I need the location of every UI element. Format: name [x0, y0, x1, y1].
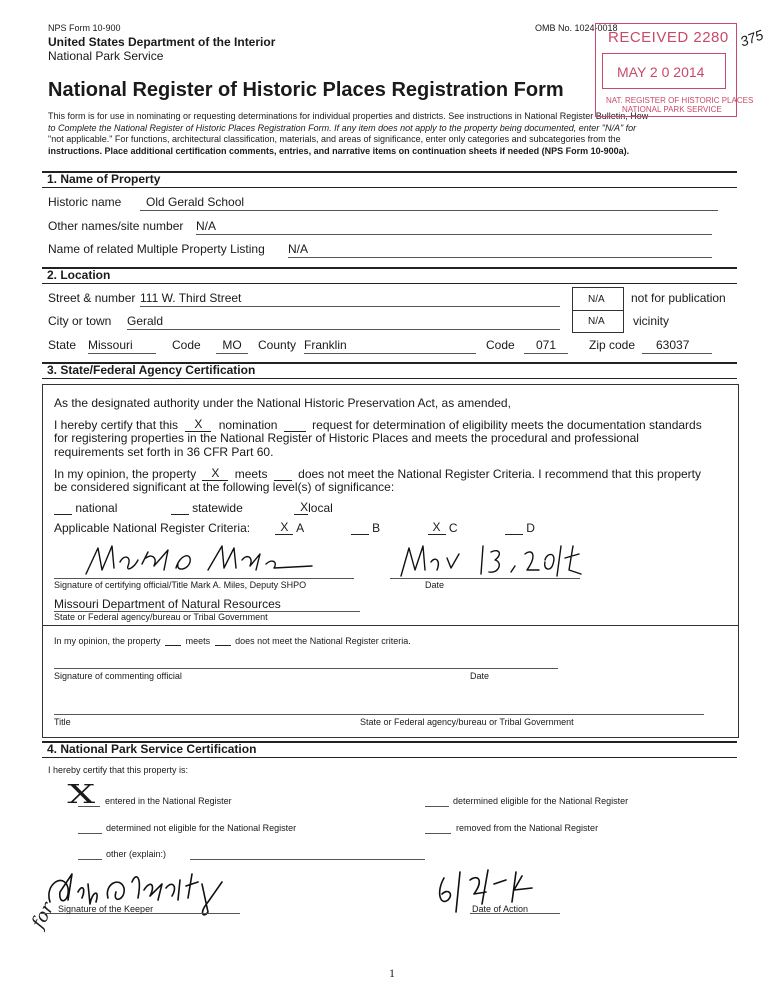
omb-number: OMB No. 1024-0018 — [535, 23, 618, 33]
local-label: local — [308, 501, 333, 515]
criteria-c-checkbox[interactable]: X — [428, 520, 446, 535]
historic-name-field[interactable]: Old Gerald School — [140, 195, 718, 211]
for-prefix: for — [27, 899, 59, 932]
form-number: NPS Form 10-900 — [48, 23, 121, 33]
instructions-line: to Complete the National Register of Historic Places Registration Form. If any item does not apply to the property being documented, enter "N/A" for — [48, 122, 637, 133]
nps-certify-text: I hereby certify that this property is: — [48, 765, 189, 775]
not-for-publication-label: not for publication — [631, 291, 726, 305]
national-checkbox[interactable] — [54, 514, 72, 515]
agency-name-field[interactable]: Missouri Department of Natural Resources — [54, 597, 281, 611]
keeper-caption: Signature of the Keeper — [58, 904, 154, 914]
state-code-field[interactable]: MO — [216, 338, 248, 354]
section-3-header — [42, 362, 737, 378]
local-checkbox[interactable]: X — [294, 500, 308, 515]
det-eligible-checkbox[interactable] — [425, 806, 449, 807]
comment-meets-checkbox[interactable] — [165, 645, 181, 646]
city-na-box[interactable] — [572, 310, 624, 333]
city-label: City or town — [48, 314, 112, 328]
request-label: request for determination of eligibility meets the documentation standards — [312, 418, 702, 432]
criteria-label: Applicable National Register Criteria: — [54, 521, 251, 535]
statewide-label: statewide — [192, 501, 243, 515]
street-label: Street & number — [48, 291, 136, 305]
stamp-date: MAY 2 0 2014 — [617, 64, 705, 80]
criteria-a-label: A — [296, 521, 304, 535]
entered-label: entered in the National Register — [105, 796, 232, 806]
comment-signature-line — [54, 668, 558, 669]
other-names-label: Other names/site number — [48, 219, 184, 233]
stamp-line-1: NAT. REGISTER OF HISTORIC PLACES — [606, 96, 754, 105]
shpo-date-line — [390, 578, 580, 579]
entered-checkbox[interactable]: X — [67, 780, 96, 810]
instructions-line: This form is for use in nominating or requesting determinations for individual properties and districts. See instructions in National Register Bulletin, How — [48, 111, 649, 121]
county-label: County — [258, 338, 297, 352]
county-code-field[interactable]: 071 — [524, 338, 568, 354]
vicinity-label: vicinity — [633, 314, 670, 328]
comment-sig-caption: Signature of commenting official — [54, 671, 182, 681]
department-name: United States Department of the Interior — [48, 35, 276, 49]
section-4-header — [42, 741, 737, 757]
action-date-caption: Date of Action — [472, 904, 529, 914]
not-meets-label: does not meet the National Register Criteria. I recommend that this property — [298, 467, 701, 481]
instructions — [48, 111, 736, 157]
city-na: N/A — [588, 316, 605, 327]
section-1-title: 1. Name of Property — [47, 172, 161, 186]
historic-name-label: Historic name — [48, 195, 122, 209]
section-3-title: 3. State/Federal Agency Certification — [47, 363, 256, 377]
page-title: National Register of Historic Places Registration Form — [48, 79, 564, 101]
det-eligible-label: determined eligible for the National Register — [453, 796, 629, 806]
instructions-line: instructions. Place additional certification comments, entries, and narrative items on continuation sheets if needed (NPS Form 10-900a). — [48, 145, 630, 156]
criteria-c-label: C — [448, 521, 458, 535]
section-2-title: 2. Location — [47, 268, 111, 282]
state-code-label: Code — [172, 338, 201, 352]
entered-blank-line — [78, 806, 100, 807]
criteria-d-label: D — [526, 521, 535, 535]
title-line — [54, 714, 704, 715]
comment-meets-label: meets — [185, 636, 211, 646]
certify-line — [54, 417, 702, 432]
certify-line-2: for registering properties in the National Register of Historic Places and meets the procedural and professional — [54, 431, 639, 445]
stamp-date-box — [602, 53, 726, 89]
stamp-line-2: NATIONAL PARK SERVICE — [622, 105, 722, 114]
margin-note: 375 — [737, 26, 766, 50]
section-1-header — [42, 171, 737, 187]
comment-not-meets-checkbox[interactable] — [215, 645, 231, 646]
street-na-box[interactable] — [572, 287, 624, 311]
criteria-d-checkbox[interactable] — [505, 534, 523, 535]
zip-field[interactable]: 63037 — [642, 338, 712, 354]
significance-levels — [54, 500, 333, 515]
removed-label: removed from the National Register — [456, 823, 599, 833]
street-na: N/A — [588, 294, 605, 305]
title-caption: Title — [54, 717, 71, 727]
nomination-checkbox[interactable]: X — [185, 417, 211, 432]
national-label: national — [75, 501, 118, 515]
meets-checkbox[interactable]: X — [202, 466, 228, 481]
state-field[interactable]: Missouri — [88, 338, 156, 354]
agency-name: National Park Service — [48, 49, 164, 63]
removed-checkbox[interactable] — [425, 833, 451, 834]
opinion-line — [54, 466, 701, 481]
received-text: RECEIVED 2280 — [608, 29, 729, 46]
shpo-signature — [80, 540, 360, 580]
mpl-field[interactable]: N/A — [288, 242, 712, 258]
other-explain-field[interactable] — [190, 859, 425, 860]
criteria-line — [54, 520, 535, 535]
street-field[interactable]: 111 W. Third Street — [140, 291, 560, 307]
statewide-checkbox[interactable] — [171, 514, 189, 515]
certify-line-3: requirements set forth in 36 CFR Part 60. — [54, 445, 274, 459]
date-caption: Date — [425, 580, 445, 590]
comment-not-meets-label: does not meet the National Register criteria. — [235, 636, 411, 646]
criteria-b-checkbox[interactable] — [351, 534, 369, 535]
county-field[interactable]: Franklin — [304, 338, 476, 354]
other-label: other (explain:) — [106, 849, 167, 859]
page-number: 1 — [389, 966, 395, 980]
county-code-label: Code — [486, 338, 515, 352]
section-4-title: 4. National Park Service Certification — [47, 742, 257, 756]
nomination-label: nomination — [218, 418, 278, 432]
criteria-b-label: B — [372, 521, 381, 535]
other-names-field[interactable]: N/A — [196, 219, 712, 235]
shpo-date-handwritten — [395, 540, 585, 582]
authority-text: As the designated authority under the National Historic Preservation Act, as amended, — [54, 396, 511, 410]
section-2-header — [42, 267, 737, 283]
state-label: State — [48, 338, 77, 352]
city-field[interactable]: Gerald — [127, 314, 560, 330]
criteria-a-checkbox[interactable]: X — [275, 520, 293, 535]
opinion-line-2: be considered significant at the following level(s) of significance: — [54, 480, 395, 494]
sig-caption: Signature of certifying official/Title Mark A. Miles, Deputy SHPO — [54, 580, 307, 590]
agency-caption: State or Federal agency/bureau or Tribal Government — [54, 612, 268, 622]
zip-label: Zip code — [589, 338, 636, 352]
det-not-eligible-label: determined not eligible for the National Register — [106, 823, 297, 833]
certification-divider — [42, 625, 739, 626]
comment-opinion-text: In my opinion, the property — [54, 636, 161, 646]
opinion-text: In my opinion, the property — [54, 467, 197, 481]
shpo-signature-line — [54, 578, 354, 579]
mpl-label: Name of related Multiple Property Listing — [48, 242, 265, 256]
certify-text: I hereby certify that this — [54, 418, 179, 432]
gov-caption: State or Federal agency/bureau or Tribal Government — [360, 717, 574, 727]
det-not-eligible-checkbox[interactable] — [78, 833, 102, 834]
instructions-line: "not applicable." For functions, architectural classification, materials, and areas of significance, enter only categories and subcategories from the — [48, 134, 621, 144]
comment-opinion-line — [54, 636, 411, 646]
other-checkbox[interactable] — [78, 859, 102, 860]
meets-label: meets — [234, 467, 268, 481]
comment-date-caption: Date — [470, 671, 490, 681]
